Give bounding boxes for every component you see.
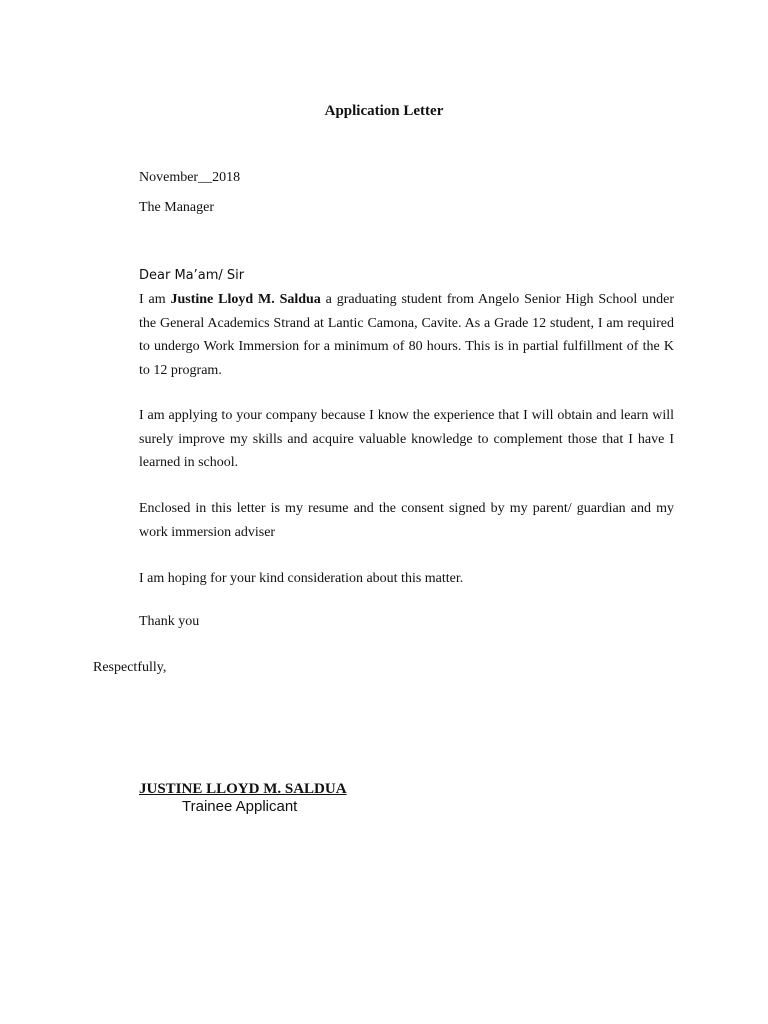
- letter-paragraph-4: I am hoping for your kind consideration about this matter.: [139, 571, 464, 586]
- letter-title: Application Letter: [324, 103, 444, 119]
- paragraph-1-prefix: I am: [139, 292, 171, 307]
- letter-closing: Respectfully,: [93, 660, 167, 675]
- signature-name: JUSTINE LLOYD M. SALDUA: [139, 781, 347, 797]
- letter-thanks: Thank you: [139, 614, 200, 629]
- letter-date: November__2018: [139, 170, 241, 185]
- paragraph-1-body: a graduating student from Angelo Senior High School under the General Academics Strand at Lantic Camona, Cavite. As a Grade 12 student, I am required to undergo Work Immersion for a minimum of 80 hours. This is in partial fulfillment of the K to 12 program.: [139, 292, 675, 378]
- letter-paragraph-2: I am applying to your company because I know the experience that I will obtain and learn will surely improve my skills and acquire valuable knowledge to complement those that I have I learned in school.: [139, 408, 674, 470]
- letter-recipient: The Manager: [139, 200, 215, 215]
- letter-salutation: Dear Ma’am/ Sir: [139, 268, 245, 283]
- letter-paragraph-3: Enclosed in this letter is my resume and the consent signed by my parent/ guardian and my work immersion adviser: [139, 501, 674, 540]
- applicant-name: Justine Lloyd M. Saldua: [170, 292, 321, 307]
- signature-role: Trainee Applicant: [182, 798, 298, 815]
- letter-paragraph-1: [139, 288, 674, 382]
